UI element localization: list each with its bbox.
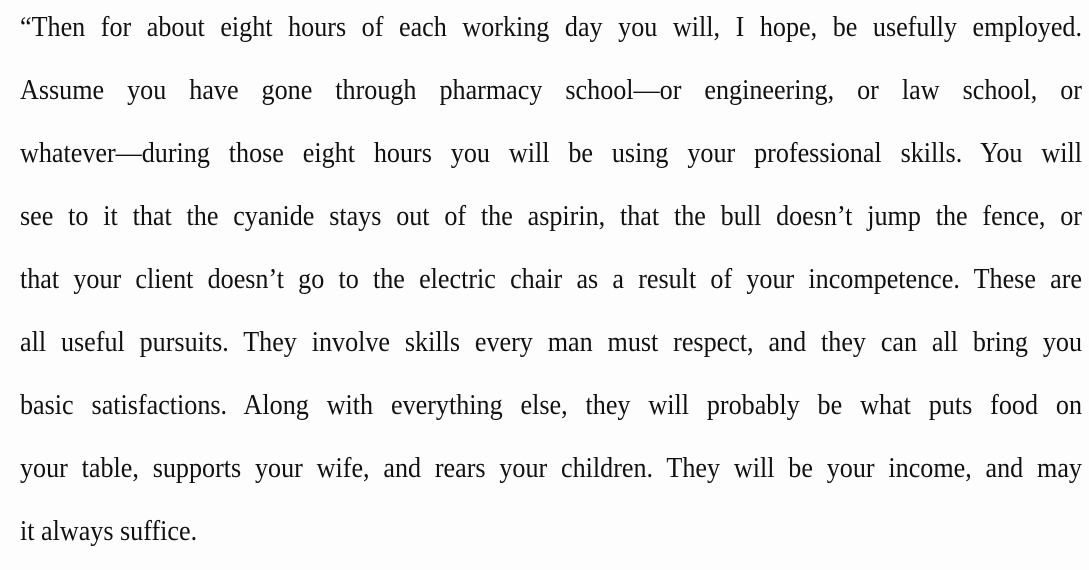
quote-paragraph xyxy=(20,2,1082,569)
paragraph-line: your table, supports your wife, and rears your children. They will be your income, and may xyxy=(20,452,1082,484)
paragraph-line: “Then for about eight hours of each working day you will, I hope, be usefully employed. xyxy=(20,11,1082,43)
paragraph-line: all useful pursuits. They involve skills every man must respect, and they can all bring you xyxy=(20,326,1082,358)
paragraph-line: that your client doesn’t go to the electric chair as a result of your incompetence. These are xyxy=(20,263,1082,295)
paragraph-line: it always suffice. xyxy=(20,515,198,547)
paragraph-line: basic satisfactions. Along with everything else, they will probably be what puts food on xyxy=(20,389,1082,421)
paragraph-line: Assume you have gone through pharmacy school—or engineering, or law school, or xyxy=(20,74,1082,106)
paragraph-line: whatever—during those eight hours you will be using your professional skills. You will xyxy=(20,137,1082,169)
paragraph-line: see to it that the cyanide stays out of the aspirin, that the bull doesn’t jump the fence, or xyxy=(20,200,1082,232)
